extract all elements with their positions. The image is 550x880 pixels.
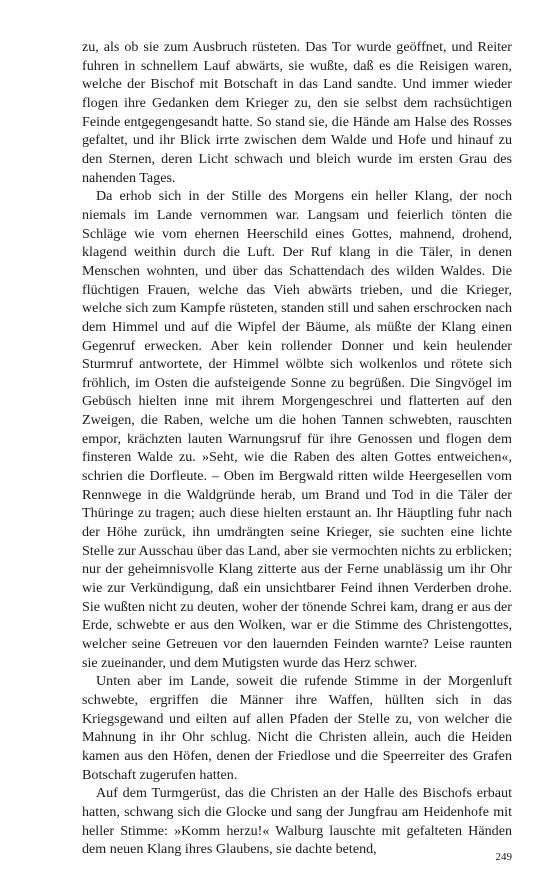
page-body xyxy=(82,38,512,859)
paragraph-4: Auf dem Turmgerüst, das die Christen an der Halle des Bischofs erbaut hatten, schwang sich die Glocke und sang der Jungfrau am Heidenhofe mit heller Stimme: »Komm herzu!« Walburg lauschte mit gefalteten Händen dem neuen Klang ihres Glaubens, sie dachte betend, xyxy=(82,785,512,858)
paragraph-2: Da erhob sich in der Stille des Morgens ein heller Klang, der noch niemals im Lande vernommen war. Langsam und feierlich tönten die Schläge wie vom ehernen Heerschild eines Gottes, mahnend, drohend, klagend weithin durch die Luft. Der Ruf klang in die Täler, in denen Menschen wohnten, und über das Schattendach des wilden Waldes. Die flüchtigen Frauen, welche das Vieh abwärts trieben, und die Krieger, welche sich zum Kampfe rüsteten, standen still und sahen erschrocken nach dem Himmel und auf die Wipfel der Bäume, als müßte der Klang einen Gegenruf erwecken. Aber kein rollender Donner und kein heulender Sturmruf antwortete, der Himmel wölbte sich wolkenlos und rötete sich fröhlich, im Osten die aufsteigende Sonne zu begrüßen. Die Singvögel im Gebüsch hielten inne mit ihrem Morgengeschrei und flatterten auf den Zweigen, die Raben, welche um die hohen Tannen schwebten, rauschten empor, krächzten lauten Warnungsruf für ihre Genossen und flogen dem finsteren Walde zu. »Seht, wie die Raben des alten Gottes entweichen«, schrien die Dorfleute. – Oben im Bergwald ritten wilde Heergesellen vom Rennwege in die Waldgründe herab, um Brand und Tod in die Täler der Thüringe zu tragen; auch diese hielten erstaunt an. Ihr Häuptling fuhr nach der Höhe zurück, ihn umdrängten seine Krieger, sie suchten eine lichte Stelle zur Ausschau über das Land, aber sie vermochten nichts zu erblicken; nur der geheimnisvolle Klang zitterte aus der Ferne unablässig um ihr Ohr wie zur Verkündigung, daß ein unsichtbarer Feind ihnen Verderben drohe. Sie wußten nicht zu deuten, woher der tönende Schrei kam, drang er aus der Erde, schwebte er aus den Wolken, war er die Stimme des Christengottes, welcher seine Getreuen vor den lauernden Feinden warnte? Leise raunten sie zueinander, und dem Mutigsten wurde das Herz schwer. xyxy=(82,188,512,671)
paragraph-3: Unten aber im Lande, soweit die rufende Stimme in der Morgenluft schwebte, ergriffen die Männer ihre Waffen, hüllten sich in das Kriegsgewand und eilten auf allen Pfaden der Stelle zu, von welcher die Mahnung in ihr Ohr schlug. Nicht die Christen allein, auch die Heiden kamen aus den Höfen, denen der Friedlose und die Speerreiter des Grafen Botschaft zugerufen hatten. xyxy=(82,673,512,783)
page-number: 249 xyxy=(495,851,512,863)
paragraph-1: zu, als ob sie zum Ausbruch rüsteten. Das Tor wurde geöffnet, und Reiter fuhren in schnellem Lauf abwärts, sie wußte, daß es die Reisigen waren, welche der Bischof mit Botschaft in das Land sandte. Und immer wieder flogen ihre Gedanken dem Krieger zu, den sie selbst dem rachsüchtigen Feinde entgegengesandt hatte. So stand sie, die Hände am Halse des Rosses gefaltet, und ihr Blick irrte zwischen dem Walde und Hofe und hinauf zu den Sternen, deren Licht schwach und bleich wurde im ersten Grau des nahenden Tages. xyxy=(82,39,512,186)
